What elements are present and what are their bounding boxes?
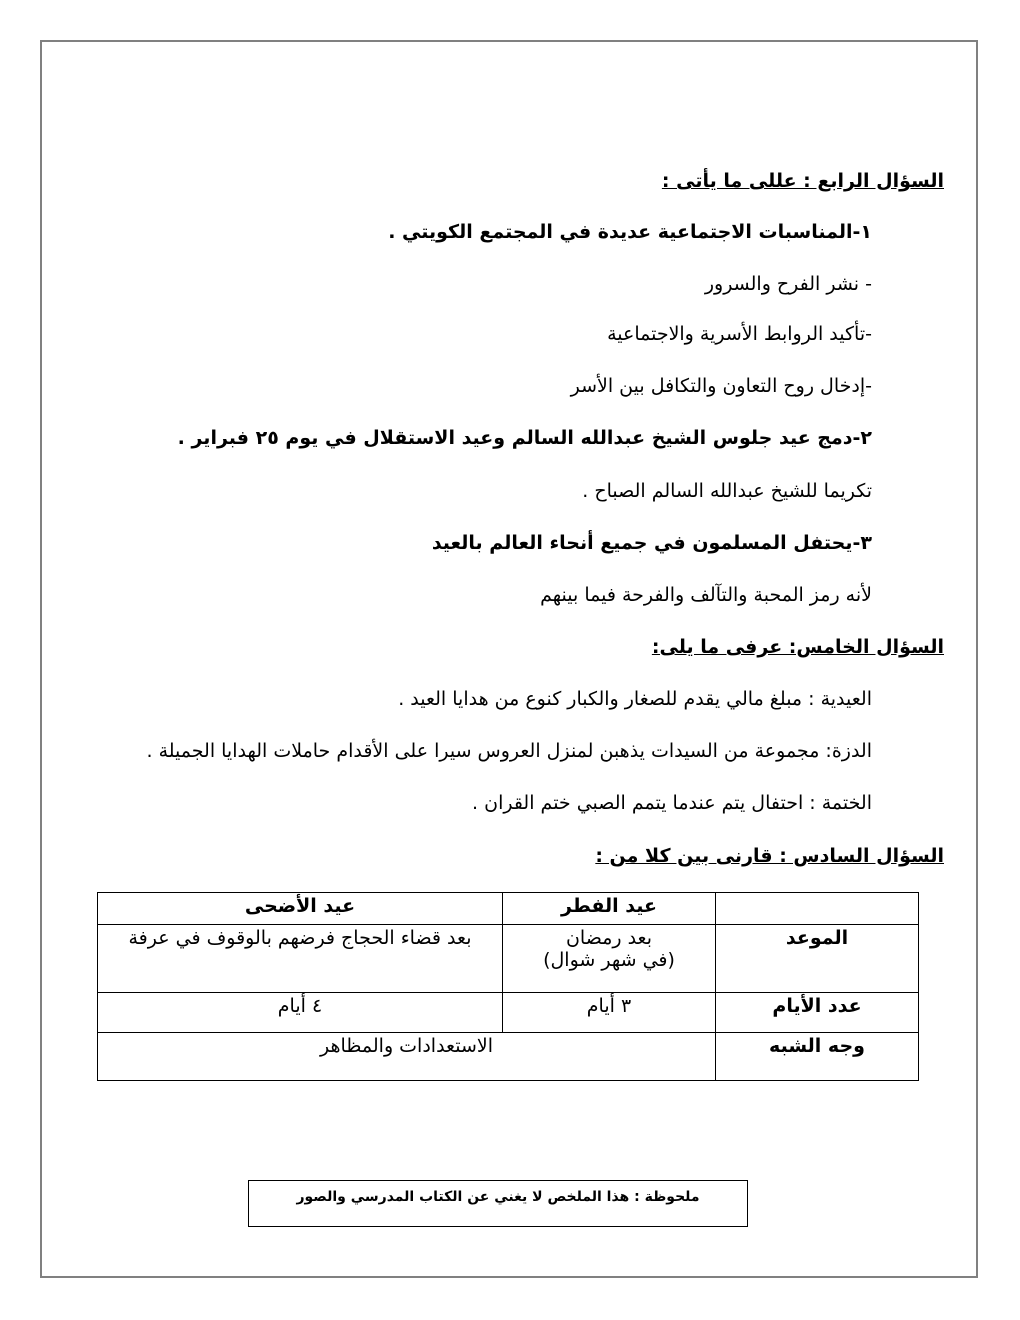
cell-fitr-timing-line-1: بعد رمضان	[565, 927, 653, 949]
q4-item-1-answer-1: - نشر الفرح والسرور	[704, 273, 872, 295]
table-header-row	[98, 893, 919, 925]
cell-adha-timing: بعد قضاء الحجاج فرضهم بالوقوف في عرفة	[98, 925, 503, 993]
q4-item-1: ١-المناسبات الاجتماعية عديدة في المجتمع الكويتي .	[388, 221, 872, 243]
cell-fitr-timing	[503, 925, 716, 993]
table-header-fitr: عيد الفطر	[503, 893, 716, 925]
q4-item-2-answer: تكريما للشيخ عبدالله السالم الصباح .	[582, 480, 872, 502]
row-label-similarity: وجه الشبه	[716, 1033, 919, 1081]
table-row	[98, 1033, 919, 1081]
table-row	[98, 925, 919, 993]
q4-item-1-answer-2: -تأكيد الروابط الأسرية والاجتماعية	[607, 323, 872, 345]
row-label-timing: الموعد	[716, 925, 919, 993]
q4-item-2: ٢-دمج عيد جلوس الشيخ عبدالله السالم وعيد الاستقلال في يوم ٢٥ فبراير .	[177, 427, 872, 449]
q4-item-3-answer: لأنه رمز المحبة والتآلف والفرحة فيما بينهم	[540, 584, 872, 606]
comparison-table	[97, 892, 919, 1081]
cell-adha-days: ٤ أيام	[98, 993, 503, 1033]
table-header-empty	[716, 893, 919, 925]
cell-similarity: الاستعدادات والمظاهر	[98, 1033, 716, 1081]
cell-fitr-days: ٣ أيام	[503, 993, 716, 1033]
table-header-adha: عيد الأضحى	[98, 893, 503, 925]
footer-note: ملحوظة : هذا الملخص لا يغني عن الكتاب المدرسي والصور	[248, 1180, 748, 1227]
cell-fitr-timing-line-2: (في شهر شوال)	[543, 949, 675, 971]
q4-item-3: ٣-يحتفل المسلمون في جميع أنحاء العالم بالعيد	[431, 532, 872, 554]
q4-item-1-answer-3: -إدخال روح التعاون والتكافل بين الأسر	[570, 375, 872, 397]
question-6-title: السؤال السادس : قارنى بين كلا من :	[595, 845, 944, 867]
q5-definition-1: العيدية : مبلغ مالي يقدم للصغار والكبار كنوع من هدايا العيد .	[398, 688, 872, 710]
table-row	[98, 993, 919, 1033]
question-4-title: السؤال الرابع : عللى ما يأتى :	[661, 170, 944, 192]
question-5-title: السؤال الخامس: عرفى ما يلى:	[651, 636, 944, 658]
q5-definition-2: الدزة: مجموعة من السيدات يذهبن لمنزل العروس سيرا على الأقدام حاملات الهدايا الجميلة .	[146, 740, 872, 762]
q5-definition-3: الختمة : احتفال يتم عندما يتمم الصبي ختم القران .	[472, 792, 872, 814]
row-label-days: عدد الأيام	[716, 993, 919, 1033]
